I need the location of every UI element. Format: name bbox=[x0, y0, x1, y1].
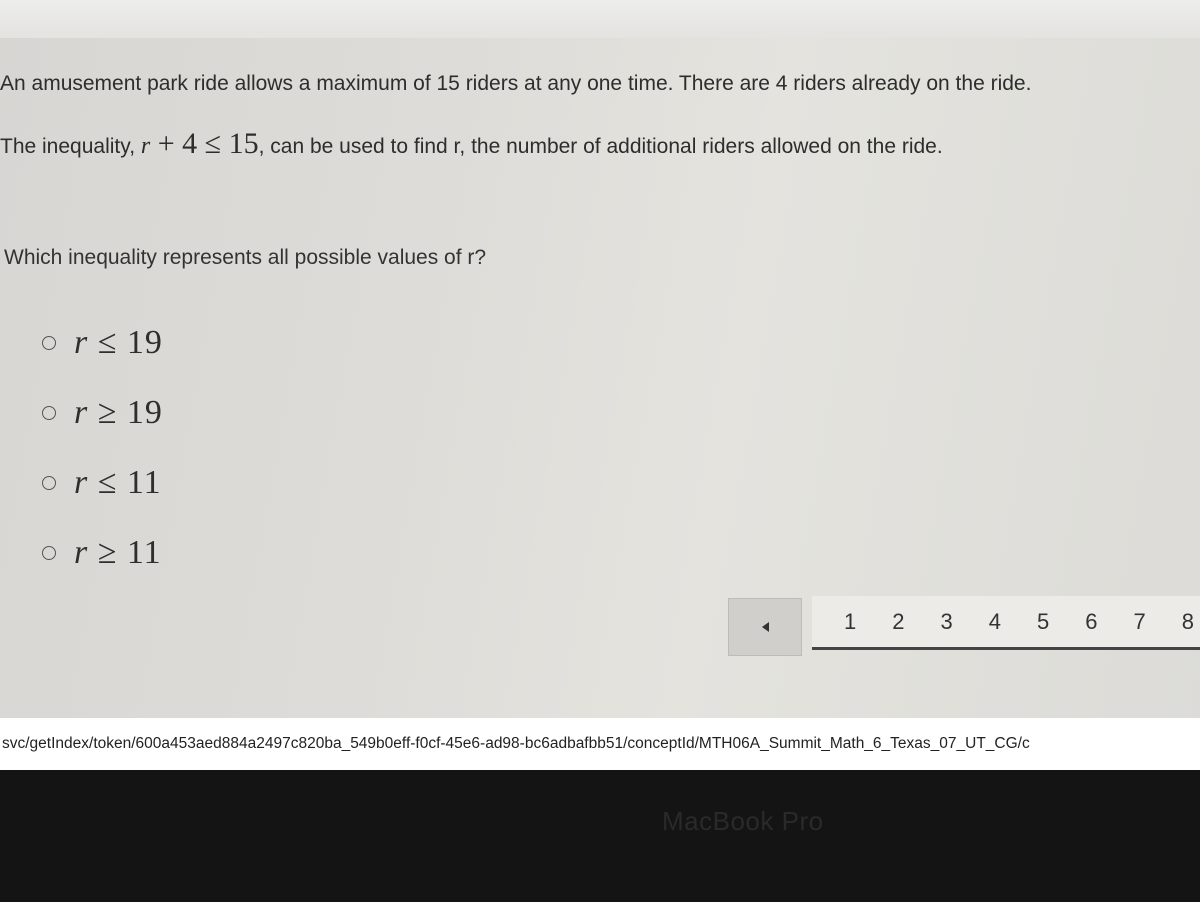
radio-button-icon[interactable] bbox=[42, 336, 56, 350]
inequality-expression: + 4 ≤ 15 bbox=[150, 127, 259, 160]
page-link-6[interactable]: 6 bbox=[1085, 608, 1098, 634]
radio-button-icon[interactable] bbox=[42, 476, 56, 490]
answer-options bbox=[38, 308, 163, 588]
page-link-8[interactable]: 8 bbox=[1181, 608, 1194, 634]
option-label bbox=[74, 464, 162, 502]
page-link-4[interactable]: 4 bbox=[988, 608, 1001, 634]
radio-button-icon[interactable] bbox=[42, 546, 56, 560]
top-bar bbox=[0, 0, 1200, 38]
answer-option-1[interactable] bbox=[38, 308, 163, 378]
option-relation: ≥ 19 bbox=[88, 394, 163, 431]
page-link-7[interactable]: 7 bbox=[1133, 608, 1146, 634]
page-link-1[interactable]: 1 bbox=[844, 608, 857, 634]
option-label bbox=[74, 324, 163, 362]
inequality-variable: r bbox=[140, 133, 151, 159]
answer-option-3[interactable] bbox=[38, 448, 163, 518]
left-triangle-icon bbox=[762, 622, 769, 632]
option-relation: ≤ 19 bbox=[88, 324, 163, 361]
pagination-bar bbox=[812, 596, 1200, 650]
option-variable: r bbox=[74, 534, 89, 571]
status-url-bar: svc/getIndex/token/600a453aed884a2497c820ba_549b0eff-f0cf-45e6-ad98-bc6adbafbb51/conceptId/MTH06A_Summit_Math_6_Texas_07_UT_CG/c bbox=[0, 718, 1200, 770]
option-variable: r bbox=[74, 324, 89, 361]
option-variable: r bbox=[74, 464, 89, 501]
answer-option-4[interactable] bbox=[38, 518, 163, 588]
radio-button-icon[interactable] bbox=[42, 406, 56, 420]
option-label bbox=[74, 394, 163, 432]
option-variable: r bbox=[74, 394, 89, 431]
problem-line-2-prefix: The inequality, bbox=[0, 135, 141, 158]
page-link-2[interactable]: 2 bbox=[892, 608, 905, 634]
answer-option-2[interactable] bbox=[38, 378, 163, 448]
problem-statement bbox=[0, 66, 1200, 162]
page-link-5[interactable]: 5 bbox=[1037, 608, 1050, 634]
problem-line-2-suffix: , can be used to find r, the number of additional riders allowed on the ride. bbox=[258, 135, 943, 158]
option-label bbox=[74, 534, 162, 572]
page-link-3[interactable]: 3 bbox=[940, 608, 953, 634]
previous-page-button[interactable] bbox=[728, 598, 802, 656]
option-relation: ≤ 11 bbox=[88, 464, 162, 501]
laptop-bezel-label: MacBook Pro bbox=[662, 806, 824, 836]
problem-line-1: An amusement park ride allows a maximum of 15 riders at any one time. There are 4 riders already on the ride. bbox=[0, 72, 1032, 95]
option-relation: ≥ 11 bbox=[88, 534, 162, 571]
problem-line-2 bbox=[0, 126, 1200, 162]
question-text: Which inequality represents all possible values of r? bbox=[4, 246, 487, 269]
